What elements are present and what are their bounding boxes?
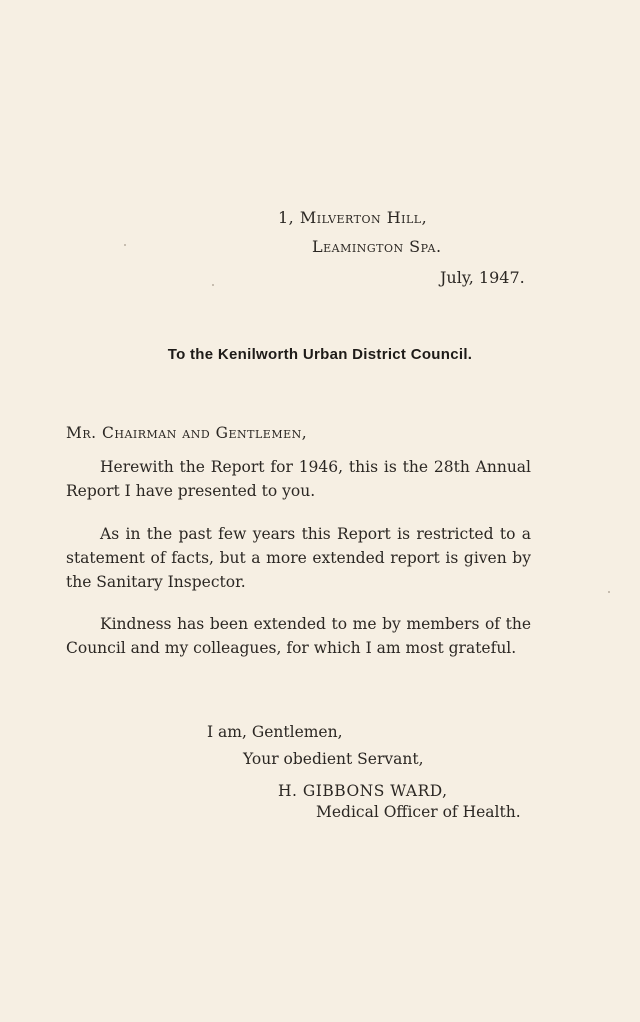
signatory-name: H. GIBBONS WARD, [278,782,448,800]
paragraph-kindness: Kindness has been extended to me by members of the Council and my colleagues, for which I am most grateful. [66,615,531,657]
letter-heading: To the Kenilworth Urban District Council. [167,346,473,363]
address-line-2: Leamington Spa. [312,237,442,256]
letter-date: July, 1947. [440,268,525,287]
signatory-title: Medical Officer of Health. [316,803,521,821]
paragraph-report: Herewith the Report for 1946, this is the 28th Annual Report I have presented to you. [66,458,531,500]
closing-line-2: Your obedient Servant, [243,750,424,768]
salutation: Mr. Chairman and Gentlemen, [66,424,308,442]
paper-speck [212,284,214,286]
closing-line-1: I am, Gentlemen, [207,723,343,741]
paragraph-statement: As in the past few years this Report is restricted to a statement of facts, but a more extended report is given by the Sanitary Inspector. [66,525,531,591]
paper-speck [608,591,610,593]
address-line-1: 1, Milverton Hill, [278,208,428,227]
paper-speck [124,244,126,246]
